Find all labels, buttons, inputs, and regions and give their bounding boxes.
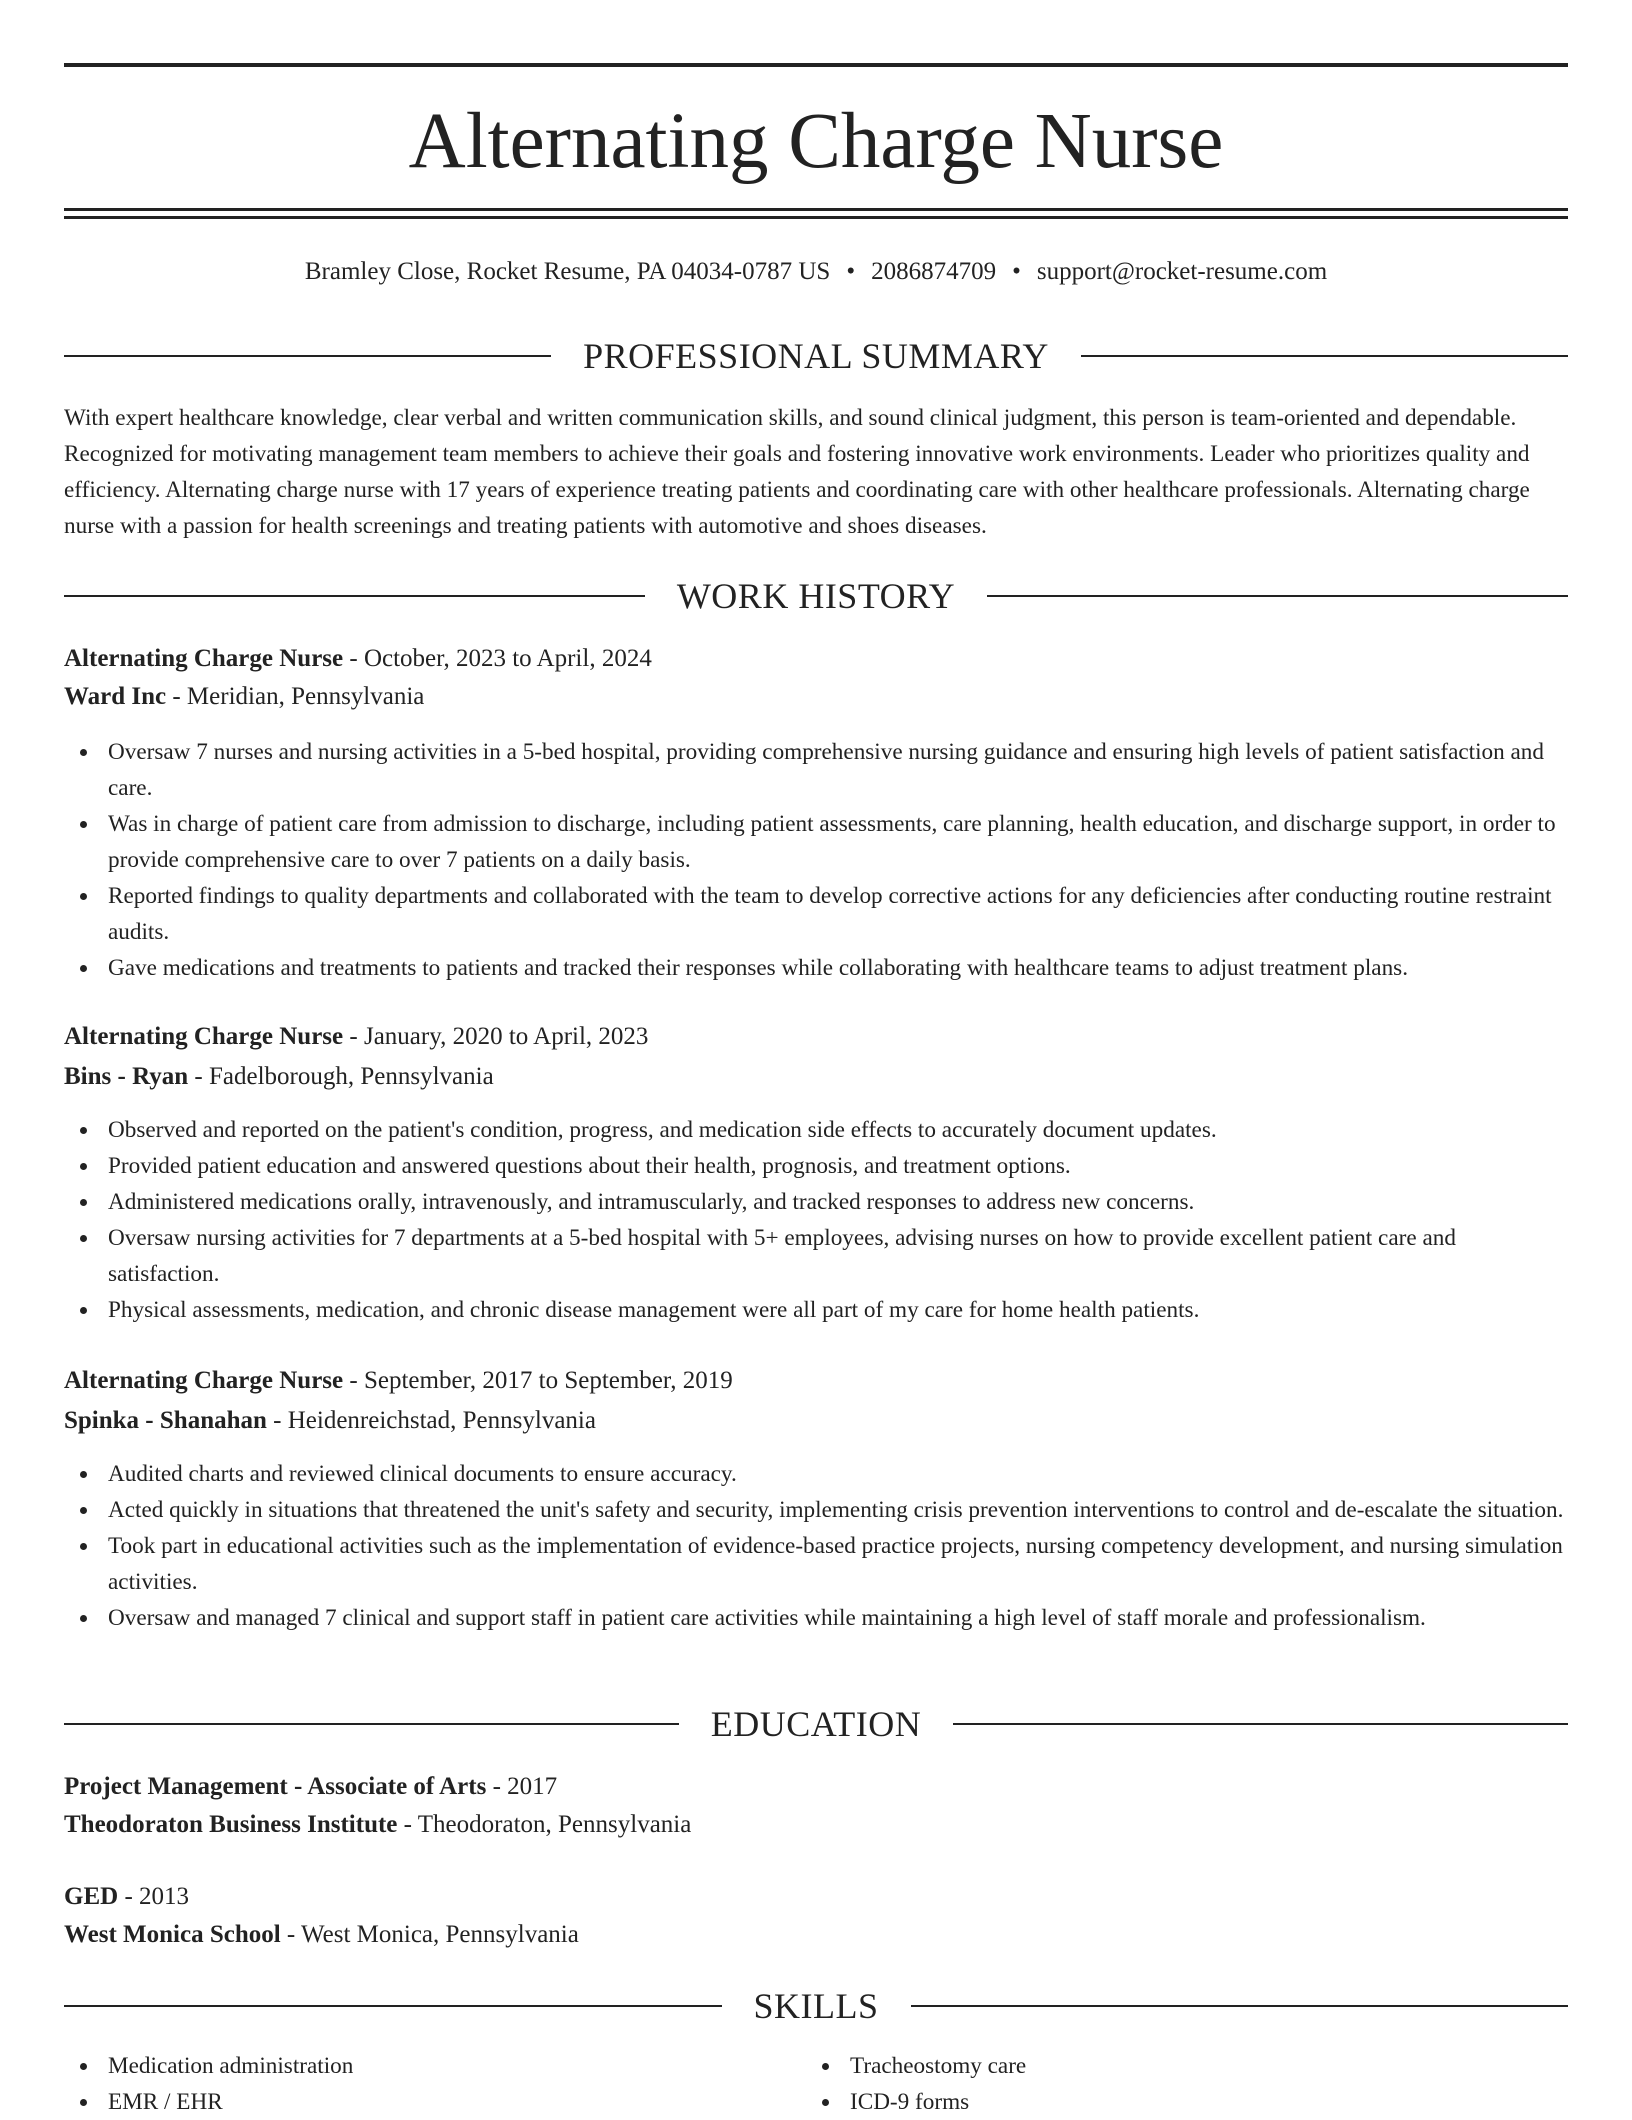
- education-degree-line: [64, 1768, 1568, 1806]
- heading-line-right: [953, 1723, 1568, 1725]
- list-item: Reported findings to quality departments and collaborated with the team to develop corrective actions for any deficiencies after conducting routine restraint audits.: [64, 878, 1568, 950]
- list-item: EMR / EHR: [64, 2084, 804, 2120]
- bullet-icon: [822, 2063, 829, 2070]
- job-employer-line: [64, 1058, 1568, 1096]
- education-location: - West Monica, Pennsylvania: [280, 1921, 579, 1948]
- job-location: - Heidenreichstad, Pennsylvania: [266, 1407, 596, 1434]
- title-rule-lower: [64, 216, 1568, 219]
- list-item: Gave medications and treatments to patients and tracked their responses while collaborating with healthcare teams to adjust treatment plans.: [64, 950, 1568, 986]
- summary-text: With expert healthcare knowledge, clear verbal and written communication skills, and sound clinical judgment, this person is team-oriented and dependable. Recognized for motivating management team members to achieve their goals and fostering innovative work environments. Leader who prioritizes quality and efficiency. Alternating charge nurse with 17 years of experience treating patients and coordinating care with other healthcare professionals. Alternating charge nurse with a passion for health screenings and treating patients with automotive and shoes diseases.: [64, 405, 1530, 539]
- education-year: - 2017: [486, 1773, 558, 1800]
- job-title: Alternating Charge Nurse: [64, 1023, 344, 1050]
- list-item: Provided patient education and answered questions about their health, prognosis, and treatment options.: [64, 1148, 1568, 1184]
- work-heading-row: [64, 574, 1568, 618]
- job-employer: Bins - Ryan: [64, 1063, 189, 1090]
- job-dates: - September, 2017 to September, 2019: [343, 1367, 733, 1394]
- heading-line-right: [1081, 355, 1568, 357]
- bullet-icon: [80, 965, 87, 972]
- job-location: - Meridian, Pennsylvania: [166, 683, 425, 710]
- list-item: Took part in educational activities such as the implementation of evidence-based practice projects, nursing competency development, and nursing simulation activities.: [64, 1528, 1568, 1600]
- contact-address: Bramley Close, Rocket Resume, PA 04034-0787 US: [304, 258, 831, 285]
- list-item: Oversaw nursing activities for 7 departments at a 5-bed hospital with 5+ employees, advising nurses on how to provide excellent patient care and satisfaction.: [64, 1220, 1568, 1292]
- list-item: Audited charts and reviewed clinical documents to ensure accuracy.: [64, 1456, 1568, 1492]
- bullet-icon: [80, 1163, 87, 1170]
- heading-line-right: [911, 2005, 1569, 2007]
- education-location: - Theodoraton, Pennsylvania: [397, 1811, 692, 1838]
- list-item: Oversaw and managed 7 clinical and support staff in patient care activities while maintaining a high level of staff morale and professionalism.: [64, 1600, 1568, 1636]
- job-location: - Fadelborough, Pennsylvania: [188, 1063, 494, 1090]
- bullet-icon: [80, 1127, 87, 1134]
- top-rule: [64, 63, 1568, 67]
- bullet-icon: [80, 1507, 87, 1514]
- education-heading: EDUCATION: [710, 1704, 922, 1744]
- list-item: Tracheostomy care: [806, 2048, 1546, 2084]
- heading-line-left: [64, 1723, 679, 1725]
- bullet-icon: [80, 1615, 87, 1622]
- education-degree-line: [64, 1878, 1568, 1916]
- job-title-line: [64, 1018, 1568, 1056]
- bullet-icon: [80, 749, 87, 756]
- contact-separator: •: [846, 258, 856, 285]
- heading-line-left: [64, 595, 645, 597]
- job-title: Alternating Charge Nurse: [64, 645, 344, 672]
- skills-heading: SKILLS: [753, 1986, 879, 2026]
- title-rule-upper: [64, 208, 1568, 211]
- list-item: Physical assessments, medication, and chronic disease management were all part of my care for home health patients.: [64, 1292, 1568, 1328]
- bullet-icon: [80, 1199, 87, 1206]
- job-bullets: [64, 1456, 1568, 1636]
- job-dates: - January, 2020 to April, 2023: [343, 1023, 649, 1050]
- bullet-icon: [80, 1543, 87, 1550]
- job-bullets: [64, 734, 1568, 986]
- contact-email: support@rocket-resume.com: [1036, 258, 1328, 285]
- heading-line-left: [64, 355, 551, 357]
- bullet-icon: [80, 1307, 87, 1314]
- bullet-icon: [80, 2063, 87, 2070]
- contact-line: [64, 254, 1568, 290]
- education-degree: Project Management - Associate of Arts: [64, 1773, 487, 1800]
- summary-heading: PROFESSIONAL SUMMARY: [583, 336, 1049, 376]
- skills-list-right: [806, 2048, 1546, 2120]
- heading-line-left: [64, 2005, 722, 2007]
- education-school: Theodoraton Business Institute: [64, 1811, 398, 1838]
- list-item: Observed and reported on the patient's condition, progress, and medication side effects to accurately document updates.: [64, 1112, 1568, 1148]
- job-employer-line: [64, 1402, 1568, 1440]
- list-item: Oversaw 7 nurses and nursing activities in a 5-bed hospital, providing comprehensive nursing guidance and ensuring high levels of patient satisfaction and care.: [64, 734, 1568, 806]
- summary-heading-row: [64, 334, 1568, 378]
- list-item: Administered medications orally, intravenously, and intramuscularly, and tracked responses to address new concerns.: [64, 1184, 1568, 1220]
- bullet-icon: [80, 1471, 87, 1478]
- education-degree: GED: [64, 1883, 119, 1910]
- education-year: - 2013: [118, 1883, 190, 1910]
- job-employer: Ward Inc: [64, 683, 167, 710]
- bullet-icon: [80, 1235, 87, 1242]
- list-item: Medication administration: [64, 2048, 804, 2084]
- education-school: West Monica School: [64, 1921, 281, 1948]
- heading-line-right: [987, 595, 1568, 597]
- job-dates: - October, 2023 to April, 2024: [343, 645, 652, 672]
- job-bullets: [64, 1112, 1568, 1328]
- bullet-icon: [80, 893, 87, 900]
- bullet-icon: [822, 2099, 829, 2106]
- job-employer: Spinka - Shanahan: [64, 1407, 267, 1434]
- job-title: Alternating Charge Nurse: [64, 1367, 344, 1394]
- education-school-line: [64, 1916, 1568, 1954]
- bullet-icon: [80, 2099, 87, 2106]
- list-item: Acted quickly in situations that threatened the unit's safety and security, implementing crisis prevention interventions to control and de-escalate the situation.: [64, 1492, 1568, 1528]
- job-title-line: [64, 1362, 1568, 1400]
- skills-list-left: [64, 2048, 804, 2120]
- skills-heading-row: [64, 1984, 1568, 2028]
- job-title-line: [64, 640, 1568, 678]
- contact-phone: 2086874709: [871, 258, 997, 285]
- work-heading: WORK HISTORY: [676, 576, 956, 616]
- resume-title: Alternating Charge Nurse: [408, 98, 1224, 185]
- job-employer-line: [64, 678, 1568, 716]
- bullet-icon: [80, 821, 87, 828]
- list-item: Was in charge of patient care from admission to discharge, including patient assessments, care planning, health education, and discharge support, in order to provide comprehensive care to over 7 patients on a daily basis.: [64, 806, 1568, 878]
- education-school-line: [64, 1806, 1568, 1844]
- education-heading-row: [64, 1702, 1568, 1746]
- contact-separator: •: [1012, 258, 1021, 285]
- list-item: ICD-9 forms: [806, 2084, 1546, 2120]
